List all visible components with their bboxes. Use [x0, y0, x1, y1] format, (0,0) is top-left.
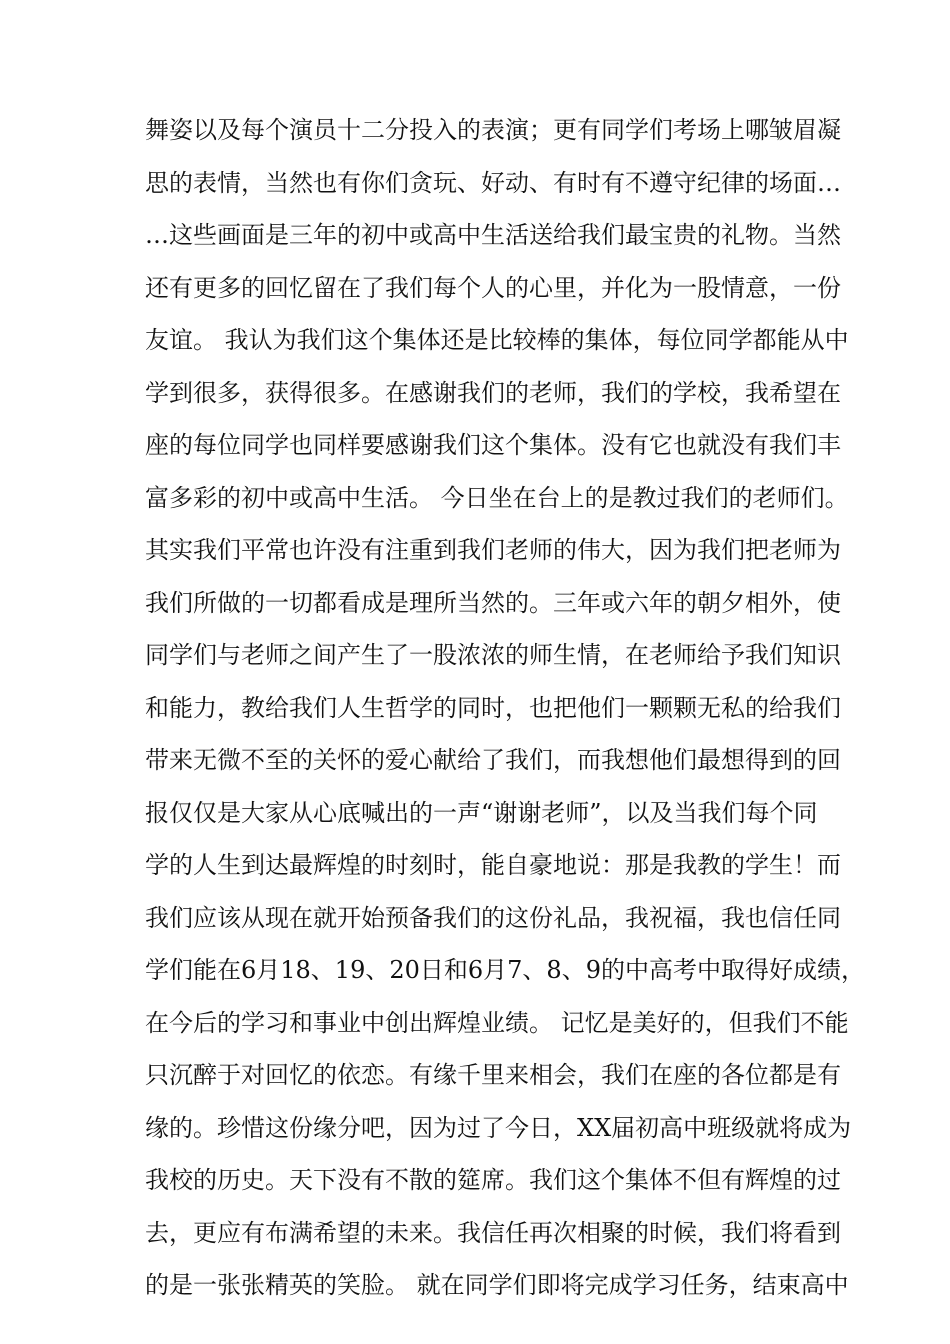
text-line: 学到很多，获得很多。在感谢我们的老师，我们的学校，我希望在 [145, 378, 841, 407]
text-line: 带来无微不至的关怀的爱心献给了我们，而我想他们最想得到的回 [145, 746, 841, 774]
text-line: 只沉醉于对回忆的依恋。有缘千里来相会，我们在座的各位都是有 [145, 1061, 841, 1089]
text-line: 缘的。珍惜这份缘分吧，因为过了今日，XX届初高中班级就将成为 [145, 1113, 852, 1142]
text-line: 友谊。 我认为我们这个集体还是比较棒的集体，每位同学都能从中 [145, 326, 849, 354]
text-line: 还有更多的回忆留在了我们每个人的心里，并化为一股情意，一份 [145, 273, 841, 302]
text-line: 学们能在6月18、19、20日和6月7、8、9的中高考中取得好成绩， [145, 956, 865, 984]
text-line: …这些画面是三年的初中或高中生活送给我们最宝贵的礼物。当然 [145, 221, 841, 249]
body-text [145, 104, 865, 1312]
text-line: 舞姿以及每个演员十二分投入的表演；更有同学们考场上哪皱眉凝 [145, 116, 841, 144]
text-line: 座的每位同学也同样要感谢我们这个集体。没有它也就没有我们丰 [145, 431, 841, 459]
text-line: 同学们与老师之间产生了一股浓浓的师生情，在老师给予我们知识 [145, 641, 841, 669]
text-line: 我们应该从现在就开始预备我们的这份礼品，我祝福，我也信任同 [145, 903, 841, 932]
text-line: 我校的历史。天下没有不散的筵席。我们这个集体不但有辉煌的过 [145, 1166, 841, 1194]
text-line: 在今后的学习和事业中创出辉煌业绩。 记忆是美好的，但我们不能 [145, 1008, 849, 1037]
text-line: 报仅仅是大家从心底喊出的一声“谢谢老师”，以及当我们每个同 [145, 798, 818, 827]
text-line: 学的人生到达最辉煌的时刻时，能自豪地说：那是我教的学生！而 [145, 851, 841, 879]
text-line: 思的表情，当然也有你们贪玩、好动、有时有不遵守纪律的场面… [145, 168, 841, 197]
text-line: 其实我们平常也许没有注重到我们老师的伟大，因为我们把老师为 [145, 536, 841, 564]
text-line: 富多彩的初中或高中生活。 今日坐在台上的是教过我们的老师们。 [145, 483, 849, 512]
text-line: 的是一张张精英的笑脸。 就在同学们即将完成学习任务，结束高中 [145, 1271, 849, 1299]
text-line: 和能力，教给我们人生哲学的同时，也把他们一颗颗无私的给我们 [145, 693, 841, 722]
text-line: 我们所做的一切都看成是理所当然的。三年或六年的朝夕相外，使 [145, 588, 841, 617]
text-line: 去，更应有布满希望的未来。我信任再次相聚的时候，我们将看到 [145, 1218, 841, 1247]
